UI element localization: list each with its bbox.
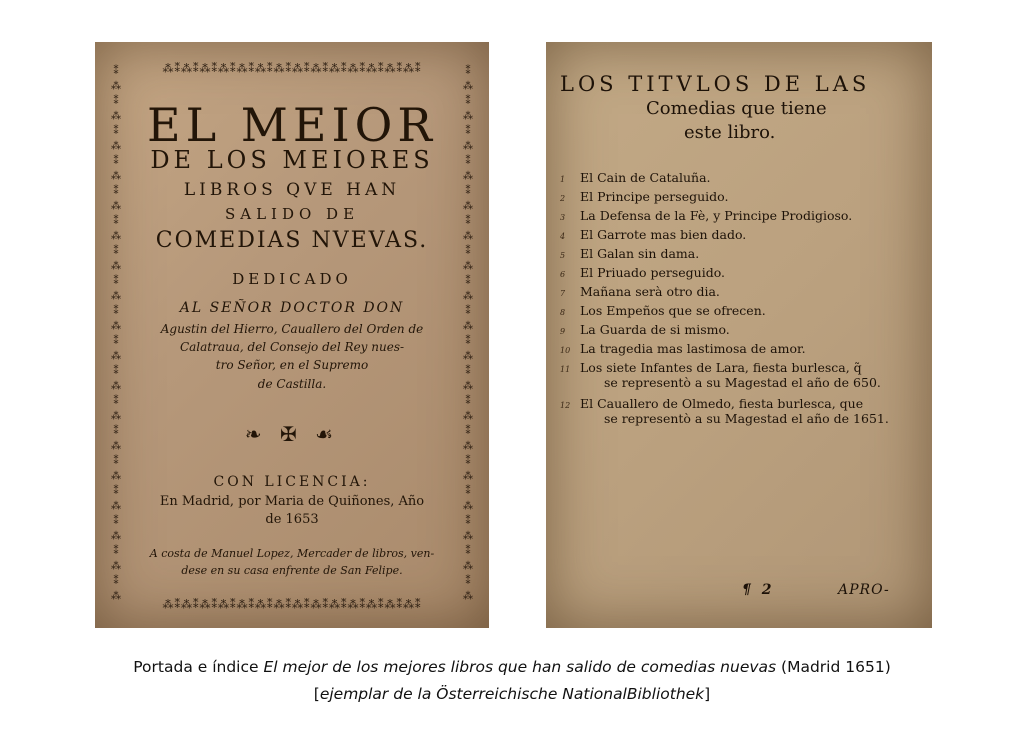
title-line-5: COMEDIAS NVEVAS. [155, 228, 429, 253]
title-line-3: LIBROS QVE HAN [183, 180, 401, 200]
caption-text: (Madrid 1651) [776, 658, 891, 676]
item-number: 4 [560, 232, 566, 241]
item-number: 9 [560, 327, 566, 336]
list-item [560, 396, 889, 432]
item-number: 3 [560, 213, 566, 222]
item-title: La Guarda de si mismo. [580, 322, 730, 337]
list-item [560, 189, 889, 208]
list-item [560, 170, 889, 189]
index-subtitle-2: este libro. [684, 122, 776, 143]
item-title: La tragedia mas lastimosa de amor. [580, 341, 806, 356]
title-line-1: EL MEIOR [147, 98, 437, 152]
list-item [560, 341, 889, 360]
item-title: El Principe perseguido. [580, 189, 729, 204]
caption-line-2 [0, 681, 1024, 708]
imprint-line-1: En Madrid, por Maria de Quiñones, Año [159, 494, 425, 509]
title-line-4: SALIDO DE [224, 205, 360, 223]
printer-ornament-icon: ❧ ✠ ☙ [244, 422, 340, 446]
dedication-line-5: de Castilla. [257, 377, 327, 391]
list-item [560, 284, 889, 303]
dedication-line-1: AL SEÑOR DOCTOR DON [179, 300, 405, 316]
item-number: 1 [560, 175, 566, 184]
dedicado-heading: DEDICADO [232, 270, 352, 288]
index-title: LOS TITVLOS DE LAS [560, 72, 871, 96]
dedication-line-3: Calatraua, del Consejo del Rey nues- [179, 340, 405, 354]
costa-line-1: A costa de Manuel Lopez, Mercader de libros, ven- [149, 547, 435, 560]
title-page-image [95, 42, 489, 628]
top-ornamental-border: ⁂⁑⁂⁑⁂⁑⁂⁑⁂⁑⁂⁑⁂⁑⁂⁑⁂⁑⁂⁑⁂⁑⁂⁑⁂⁑⁂⁑ [162, 62, 422, 75]
item-title: La Defensa de la Fè, y Principe Prodigioso. [580, 208, 853, 223]
catchword: APRO- [838, 582, 890, 598]
list-item [560, 227, 889, 246]
caption-source: ejemplar de la Österreichische NationalBibliothek [319, 685, 705, 703]
list-item [560, 360, 889, 396]
caption-book-title: El mejor de los mejores libros que han salido de comedias nuevas [263, 658, 777, 676]
list-item [560, 322, 889, 341]
item-number: 11 [560, 365, 571, 374]
item-number: 2 [560, 194, 566, 203]
item-title: Mañana serà otro dia. [580, 284, 720, 299]
comedia-list [560, 170, 889, 432]
index-page-image [546, 42, 932, 628]
left-ornamental-border: ⁑⁂⁑⁂⁑⁂⁑⁂⁑⁂⁑⁂⁑⁂⁑⁂⁑⁂⁑⁂⁑⁂⁑⁂⁑⁂⁑⁂⁑⁂⁑⁂⁑⁂⁑⁂ [111, 66, 121, 602]
item-number: 7 [560, 289, 566, 298]
dedication-line-2: Agustin del Hierro, Cauallero del Orden de [160, 322, 424, 336]
item-title: Los Empeños que se ofrecen. [580, 303, 766, 318]
item-number: 6 [560, 270, 566, 279]
figure-caption [0, 654, 1024, 708]
imprint-line-2: de 1653 [265, 512, 319, 527]
dedication-line-4: tro Señor, en el Supremo [215, 358, 369, 372]
right-ornamental-border: ⁑⁂⁑⁂⁑⁂⁑⁂⁑⁂⁑⁂⁑⁂⁑⁂⁑⁂⁑⁂⁑⁂⁑⁂⁑⁂⁑⁂⁑⁂⁑⁂⁑⁂⁑⁂ [463, 66, 473, 602]
item-title-continuation: se representò a su Magestad el año de 1651. [604, 411, 889, 426]
item-title: El Priuado perseguido. [580, 265, 726, 280]
caption-bracket: ] [704, 685, 711, 703]
item-number: 10 [560, 346, 571, 355]
index-subtitle-1: Comedias que tiene [646, 98, 827, 119]
caption-line-1 [0, 654, 1024, 681]
item-number: 12 [560, 401, 571, 410]
item-title: Los siete Infantes de Lara, fiesta burlesca, q̃ [580, 360, 862, 375]
item-title-continuation: se representò a su Magestad el año de 650. [604, 375, 881, 390]
item-title: El Galan sin dama. [580, 246, 700, 261]
list-item [560, 246, 889, 265]
item-title: El Garrote mas bien dado. [580, 227, 747, 242]
list-item [560, 265, 889, 284]
bottom-ornamental-border: ⁂⁑⁂⁑⁂⁑⁂⁑⁂⁑⁂⁑⁂⁑⁂⁑⁂⁑⁂⁑⁂⁑⁂⁑⁂⁑⁂⁑ [162, 598, 422, 611]
item-number: 5 [560, 251, 566, 260]
item-title: El Cain de Cataluña. [580, 170, 711, 185]
caption-bracket: [ [313, 685, 320, 703]
list-item [560, 303, 889, 322]
item-title: El Cauallero de Olmedo, fiesta burlesca, que [580, 396, 864, 411]
item-number: 8 [560, 308, 566, 317]
costa-line-2: dese en su casa enfrente de San Felipe. [181, 564, 403, 577]
list-item [560, 208, 889, 227]
licencia-line: CON LICENCIA: [213, 474, 371, 490]
title-line-2: DE LOS MEIORES [150, 146, 434, 174]
caption-text: Portada e índice [133, 658, 264, 676]
signature-mark: ¶ 2 [742, 582, 775, 598]
